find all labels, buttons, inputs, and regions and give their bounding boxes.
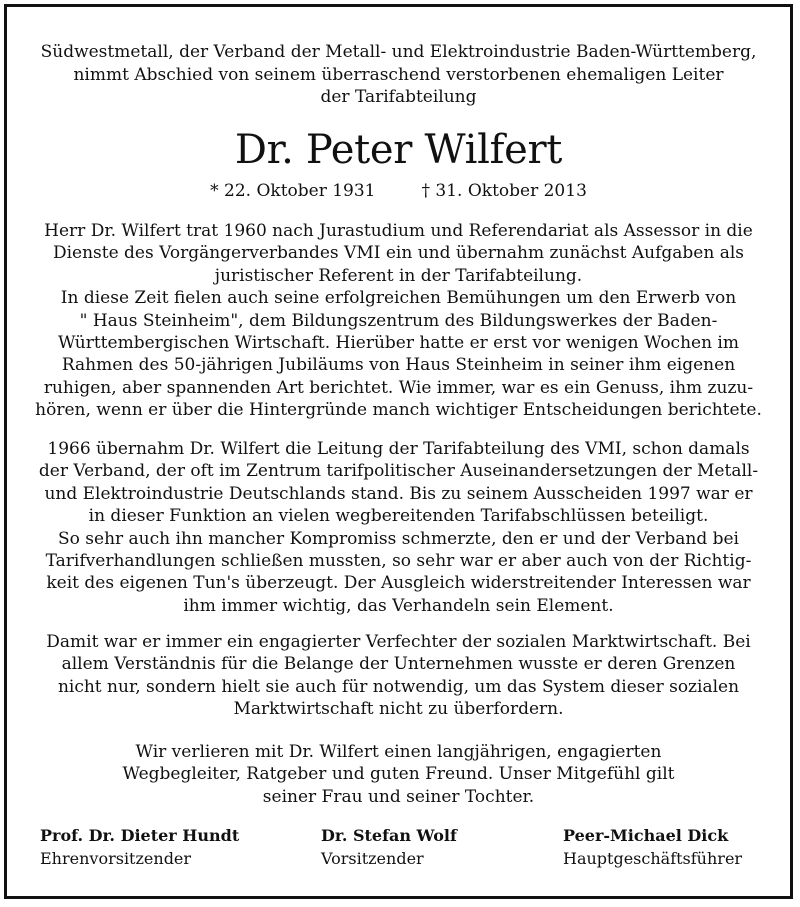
text-line: hören, wenn er über die Hintergründe manch wichtiger Entscheidungen berichtete. bbox=[35, 400, 762, 421]
text-line: Wegbegleiter, Ratgeber und guten Freund. Unser Mitgefühl gilt bbox=[122, 764, 675, 785]
text-line: ihm immer wichtig, das Verhandeln sein Element. bbox=[183, 595, 614, 616]
intro-text bbox=[7, 41, 790, 109]
paragraph-career-start bbox=[7, 220, 790, 422]
signer-role: Hauptgeschäftsführer bbox=[563, 849, 743, 868]
text-line: nicht nur, sondern hielt sie auch für notwendig, um das System dieser sozialen bbox=[57, 676, 740, 697]
text-line: Rahmen des 50-jährigen Jubiläums von Haus Steinheim in seiner ihm eigenen bbox=[61, 355, 736, 376]
signer-managing-director bbox=[563, 824, 742, 870]
intro-line: der Tarifabteilung bbox=[320, 87, 477, 107]
birth-date: * 22. Oktober 1931 bbox=[210, 181, 376, 201]
signer-chairman bbox=[321, 824, 457, 870]
text-line: Marktwirtschaft nicht zu überfordern. bbox=[233, 699, 564, 720]
paragraph-condolence bbox=[7, 741, 790, 808]
text-line: In diese Zeit fielen auch seine erfolgreichen Bemühungen um den Erwerb von bbox=[60, 288, 737, 309]
text-line: " Haus Steinheim", dem Bildungszentrum des Bildungswerkes der Baden- bbox=[79, 310, 718, 331]
text-line: und Elektroindustrie Deutschlands stand. Bis zu seinem Ausscheiden 1997 war er bbox=[44, 483, 753, 504]
text-line: 1966 übernahm Dr. Wilfert die Leitung der Tarifabteilung des VMI, schon damals bbox=[47, 439, 750, 459]
text-line: seiner Frau und seiner Tochter. bbox=[262, 786, 535, 807]
text-line: So sehr auch ihn mancher Kompromiss schmerzte, den er und der Verband bei bbox=[58, 528, 739, 549]
text-line: Wir verlieren mit Dr. Wilfert einen langjährigen, engagierten bbox=[135, 742, 662, 762]
intro-line: nimmt Abschied von seinem überraschend verstorbenen ehemaligen Leiter bbox=[73, 64, 724, 85]
paragraph-tariff-department bbox=[7, 438, 790, 617]
text-line: Damit war er immer ein engagierter Verfechter der sozialen Marktwirtschaft. Bei bbox=[46, 632, 751, 652]
text-line: Tarifverhandlungen schließen mussten, so sehr war er aber auch von der Richtig- bbox=[45, 551, 752, 572]
signer-name: Prof. Dr. Dieter Hundt bbox=[40, 826, 240, 845]
signer-name: Peer-Michael Dick bbox=[563, 826, 729, 845]
text-line: Württembergischen Wirtschaft. Hierüber hatte er erst vor wenigen Wochen im bbox=[57, 333, 739, 354]
death-date: † 31. Oktober 2013 bbox=[421, 181, 587, 201]
paragraph-market-economy bbox=[7, 631, 790, 721]
text-line: keit des eigenen Tun's überzeugt. Der Ausgleich widerstreitender Interessen war bbox=[46, 573, 751, 594]
text-line: der Verband, der oft im Zentrum tarifpolitischer Auseinandersetzungen der Metall- bbox=[38, 461, 759, 482]
signer-name: Dr. Stefan Wolf bbox=[321, 826, 457, 845]
text-line: Dienste des Vorgängerverbandes VMI ein und übernahm zunächst Aufgaben als bbox=[52, 243, 745, 264]
signer-role: Vorsitzender bbox=[321, 849, 424, 868]
text-line: ruhigen, aber spannenden Art berichtet. Wie immer, war es ein Genuss, ihm zuzu- bbox=[43, 377, 754, 398]
text-line: in dieser Funktion an vielen wegbereitenden Tarifabschlüssen beteiligt. bbox=[88, 506, 709, 527]
text-line: allem Verständnis für die Belange der Unternehmen wusste er deren Grenzen bbox=[61, 654, 736, 675]
obituary-notice bbox=[4, 4, 793, 899]
life-dates bbox=[7, 179, 790, 203]
text-line: Herr Dr. Wilfert trat 1960 nach Jurastudium und Referendariat als Assessor in die bbox=[44, 221, 753, 241]
signer-honorary-chairman bbox=[40, 824, 239, 870]
intro-line: Südwestmetall, der Verband der Metall- und Elektroindustrie Baden-Württemberg, bbox=[40, 42, 757, 62]
text-line: juristischer Referent in der Tarifabteilung. bbox=[214, 265, 583, 286]
signer-role: Ehrenvorsitzender bbox=[40, 849, 192, 868]
signatories bbox=[7, 824, 790, 874]
deceased-name: Dr. Peter Wilfert bbox=[234, 127, 563, 173]
